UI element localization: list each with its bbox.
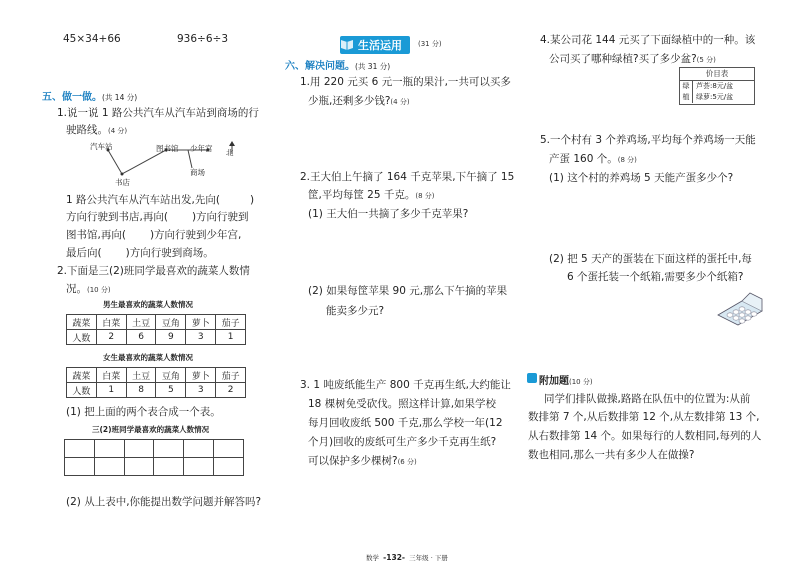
- col2-q1-line-1: 1.用 220 元买 6 元一瓶的果汁,一共可以买多: [300, 76, 511, 88]
- col2-q2-sub2-line-2: 能卖多少元?: [326, 305, 385, 317]
- map-library: 图书馆: [156, 144, 179, 153]
- col3-q5-sub2-line-1: (2) 把 5 天产的蛋装在下面这样的蛋托中,每: [549, 253, 752, 265]
- col2-q2-sub2-line-1: (2) 如果每筐苹果 90 元,那么下午摘的苹果: [308, 285, 508, 297]
- footer-subject: 数学: [366, 554, 379, 562]
- col3-q5-line-2: 产蛋 160 个。(8 分): [549, 153, 637, 165]
- col2-q3-line-1: 3. 1 吨废纸能生产 800 千克再生纸,大约能让: [300, 379, 511, 391]
- book-icon: [340, 38, 354, 50]
- extra-question-heading: 附加题(10 分): [539, 376, 593, 387]
- col2-q2-sub1: (1) 王大伯一共摘了多少千克苹果?: [308, 208, 469, 220]
- q2-sub1: (1) 把上面的两个表合成一个表。: [66, 406, 221, 418]
- price-category: 绿植: [680, 81, 693, 103]
- col3-q5-sub1: (1) 这个村的养鸡场 5 天能产蛋多少个?: [549, 172, 734, 184]
- q1-fill-1: 1 路公共汽车从汽车站出发,先向( ): [66, 194, 255, 206]
- banner-points: (31 分): [418, 40, 442, 48]
- map-mall: 商场: [190, 168, 205, 177]
- col3-q4-line-2: 公司买了哪种绿植?买了多少盆?(5 分): [549, 53, 716, 65]
- col2-q3-line-4: 个月)回收的废纸可生产多少千克再生纸?: [308, 436, 497, 448]
- col2-q3-line-2: 18 棵树免受砍伐。照这样计算,如果学校: [308, 398, 497, 410]
- map-north: 北: [226, 148, 234, 157]
- combined-table: [64, 439, 244, 476]
- col2-q3-line-5: 可以保护多少棵树?(6 分): [308, 455, 417, 467]
- q2-sub2: (2) 从上表中,你能提出数学问题并解答吗?: [66, 496, 262, 508]
- q1-fill-2: 方向行驶到书店,再向( )方向行驶到: [66, 211, 249, 223]
- egg-tray-icon: [716, 291, 764, 329]
- boys-table-title: 男生最喜欢的蔬菜人数情况: [103, 300, 193, 309]
- extra-question-icon: [527, 373, 537, 383]
- col2-q2-line-2: 筐,平均每筐 25 千克。(8 分): [308, 189, 435, 201]
- q2-line-1: 2.下面是三(2)班同学最喜欢的蔬菜人数情: [57, 265, 250, 277]
- q2-line-2: 况。(10 分): [66, 283, 111, 295]
- price-list-title: 价目表: [680, 68, 754, 81]
- col2-q3-line-3: 每月回收废纸 500 千克,那么学校一年(12: [308, 417, 503, 429]
- expression-a: 45×34+66: [63, 33, 121, 45]
- map-bookstore: 书店: [115, 178, 130, 187]
- section-6-heading: 六、解决问题。(共 31 分): [285, 61, 391, 72]
- footer-page: -132-: [383, 553, 406, 562]
- extra-line-3: 从右数排第 14 个。如果每行的人数相同,每列的人: [528, 430, 762, 442]
- q1-fill-3: 图书馆,再向( )方向行驶到少年宫,: [66, 229, 242, 241]
- footer: [366, 553, 448, 562]
- price-list: [679, 67, 755, 105]
- extra-line-2: 数排第 7 个,从后数排第 12 个,从左数排第 13 个,: [528, 411, 760, 423]
- footer-grade: 三年级 · 下册: [409, 554, 448, 562]
- map-bus-station: 汽车站: [90, 142, 113, 151]
- girls-table-title: 女生最喜欢的蔬菜人数情况: [103, 353, 193, 362]
- extra-line-1: 同学们排队做操,路路在队伍中的位置为:从前: [544, 393, 751, 405]
- combined-table-title: 三(2)班同学最喜欢的蔬菜人数情况: [92, 425, 210, 434]
- col3-q5-sub2-line-2: 6 个蛋托装一个纸箱,需要多少个纸箱?: [567, 271, 744, 283]
- map-youth-palace: 少年宫: [190, 144, 213, 153]
- price-pothos: 绿萝:5元/盆: [696, 93, 734, 101]
- col3-q5-line-1: 5.一个村有 3 个养鸡场,平均每个养鸡场一天能: [540, 134, 756, 146]
- life-application-banner: 生活运用: [340, 36, 410, 54]
- q1-fill-4: 最后向( )方向行驶到商场。: [66, 247, 214, 259]
- extra-line-4: 数也相同,那么一共有多少人在做操?: [528, 449, 695, 461]
- col2-q1-line-2: 少瓶,还剩多少钱?(4 分): [308, 95, 410, 107]
- col3-q4-line-1: 4.某公司花 144 元买了下面绿植中的一种。该: [540, 34, 756, 46]
- section-5-heading: 五、做一做。(共 14 分): [42, 92, 138, 103]
- q1-line-2: 驶路线。(4 分): [66, 124, 128, 136]
- boys-table: 蔬菜 白菜 土豆 豆角 萝卜 茄子 人数 2 6 9 3 1: [66, 314, 246, 345]
- girls-table: 蔬菜 白菜 土豆 豆角 萝卜 茄子 人数 1 8 5 3 2: [66, 367, 246, 398]
- col2-q2-line-1: 2.王大伯上午摘了 164 千克苹果,下午摘了 15: [300, 171, 515, 183]
- q1-line-1: 1.说一说 1 路公共汽车从汽车站到商场的行: [57, 107, 259, 119]
- price-aloe: 芦荟:8元/盆: [696, 82, 734, 90]
- expression-b: 936÷6÷3: [177, 33, 228, 45]
